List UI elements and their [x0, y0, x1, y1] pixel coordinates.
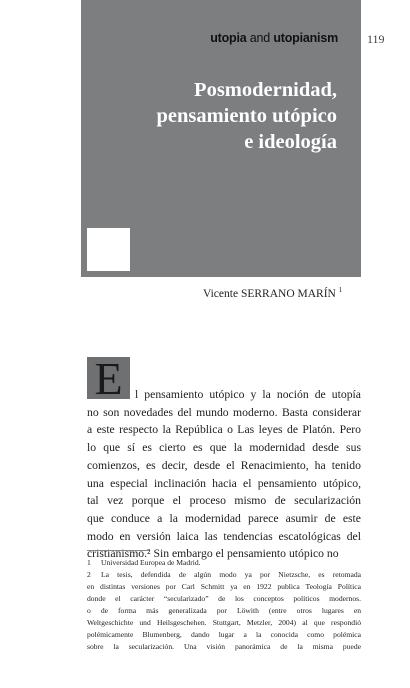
- footnote-1: [87, 557, 361, 569]
- body-line: no son novedades del mundo moderno. Basta considerar: [87, 405, 361, 419]
- footnote-text: La tesis, defendida de algún modo ya por Nietzsche, es retomada: [101, 570, 361, 579]
- journal-title: [210, 31, 338, 45]
- body-line: que conduce a la modernidad parece asumir de este: [87, 511, 361, 525]
- footnote-line: donde el carácter “secularizado” de los conceptos políticos modernos.: [87, 594, 361, 603]
- journal-title-utopia: utopia: [210, 31, 247, 45]
- footnote-line: polémicamente Blumenberg, dando lugar a la conocida como polémica: [87, 630, 361, 639]
- title-line: e ideología: [244, 131, 337, 153]
- body-line: cristianismo.² Sin embargo el pensamiento utópico no: [87, 547, 339, 561]
- decorative-square: [87, 228, 130, 271]
- title-line: Posmodernidad,: [194, 79, 337, 101]
- body-line: a este respecto la República o Las leyes de Platón. Pero: [87, 423, 361, 437]
- page-number: 119: [367, 32, 385, 46]
- body-line: comienzos, es decir, desde el Renacimiento, ha tenido: [87, 458, 361, 472]
- footnote-number: 1: [87, 558, 91, 567]
- body-line: una especial inclinación hacia el pensamiento utópico,: [87, 476, 361, 490]
- author-footnote-ref: 1: [338, 286, 343, 294]
- footnote-divider: [87, 550, 149, 551]
- footnote-2-first-line: [87, 569, 361, 581]
- drop-cap: E: [87, 357, 130, 399]
- body-paragraph: [87, 386, 361, 563]
- body-line: l pensamiento utópico y la noción de utopía: [135, 388, 361, 401]
- footnote-text: Universidad Europea de Madrid.: [101, 558, 201, 567]
- footnotes: [87, 557, 361, 653]
- footnote-line: Weltgeschichte und Heilsgeschehen. Stuttgart, Metzler, 2004) al que respondió: [87, 618, 361, 627]
- journal-title-and: and: [246, 31, 274, 45]
- footnote-line: en distintas versiones por Carl Schmitt ya en 1922 publica Teología Política: [87, 582, 361, 591]
- journal-title-utopianism: utopianism: [273, 31, 338, 45]
- footnote-line: o de forma más generalizada por Löwith (entre otros lugares en: [87, 606, 361, 615]
- footnote-line: sobre la secularización. Una visión panorámica de la misma puede: [87, 642, 361, 651]
- body-line: tal vez porque el proceso mismo de secularización: [87, 494, 361, 508]
- header-band: [81, 0, 361, 277]
- author-name: Vicente SERRANO MARÍN: [203, 287, 336, 300]
- footnote-number: 2: [87, 570, 91, 579]
- author-line: [203, 286, 342, 300]
- title-line: pensamiento utópico: [156, 105, 337, 127]
- body-line: lo que sí es cierto es que la modernidad desde sus: [87, 441, 361, 455]
- body-line: modo en versión laica las tendencias escatológicas del: [87, 529, 361, 543]
- article-title: [97, 77, 337, 155]
